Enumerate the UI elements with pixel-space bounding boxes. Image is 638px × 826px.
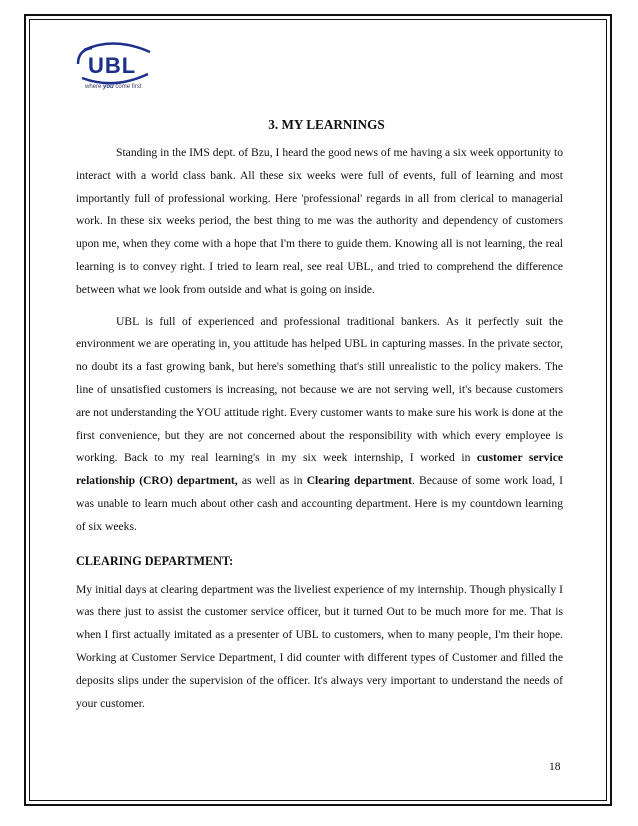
logo-wordmark: UBL — [88, 53, 137, 78]
subheading-clearing-department: CLEARING DEPARTMENT: — [76, 553, 234, 568]
ubl-logo-mark — [74, 42, 154, 86]
document-body — [76, 114, 563, 715]
paragraph-1: Standing in the IMS dept. of Bzu, I heard the good news of me having a six week opportunity to interact with a world class bank. All these six weeks were full of events, full of learning and most importantly full of professional working. Here 'professional' regards in all from clerical to managerial work. In these six weeks period, the best thing to me was the authority and dependency of customers upon me, when they come with a hope that I'm there to guide them. Knowing all is not learning, the real learning is to convey right. I tried to learn real, see real UBL, and tried to comprehend the difference between what we look from outside and what is going on inside. — [76, 146, 563, 296]
bold-clearing-department: Clearing department — [306, 474, 412, 488]
bold-cro-department: customer service relationship (CRO) department, — [76, 451, 563, 488]
logo-tagline: where you come first — [85, 84, 142, 90]
section-heading: 3. MY LEARNINGS — [268, 117, 385, 132]
paragraph-3: My initial days at clearing department was the liveliest experience of my internship. Though physically I was there just to assist the customer service officer, but it turned Out to be much more for me. That is when I first actually imitated as a presenter of UBL to customers, when to many people, I'm their hope. Working at Customer Service Department, I did counter with different types of Customer and filled the deposits slips under the supervision of the officer. It's always very important to understand the needs of your customer. — [76, 582, 563, 710]
paragraph-2: UBL is full of experienced and professional traditional bankers. As it perfectly suit the environment we are operating in, you attitude has helped UBL in capturing masses. In the private sector, no doubt its a fast growing bank, but here's something that's still unrealistic to the policy makers. The line of unsatisfied customers is increasing, not because we are not serving well, it's because customers are not understanding the YOU attitude right. Every customer wants to make sure his work is done at the first convenience, but they are not concerned about the responsibility with which every employee is working. Back to my real learning's in my six week internship, I worked in customer service relationship (CRO) department, as well as in Clearing department. Because of some work load, I was unable to learn much about other cash and accounting department. Here is my countdown learning of six weeks. — [76, 314, 563, 533]
page-number: 18 — [549, 760, 561, 773]
